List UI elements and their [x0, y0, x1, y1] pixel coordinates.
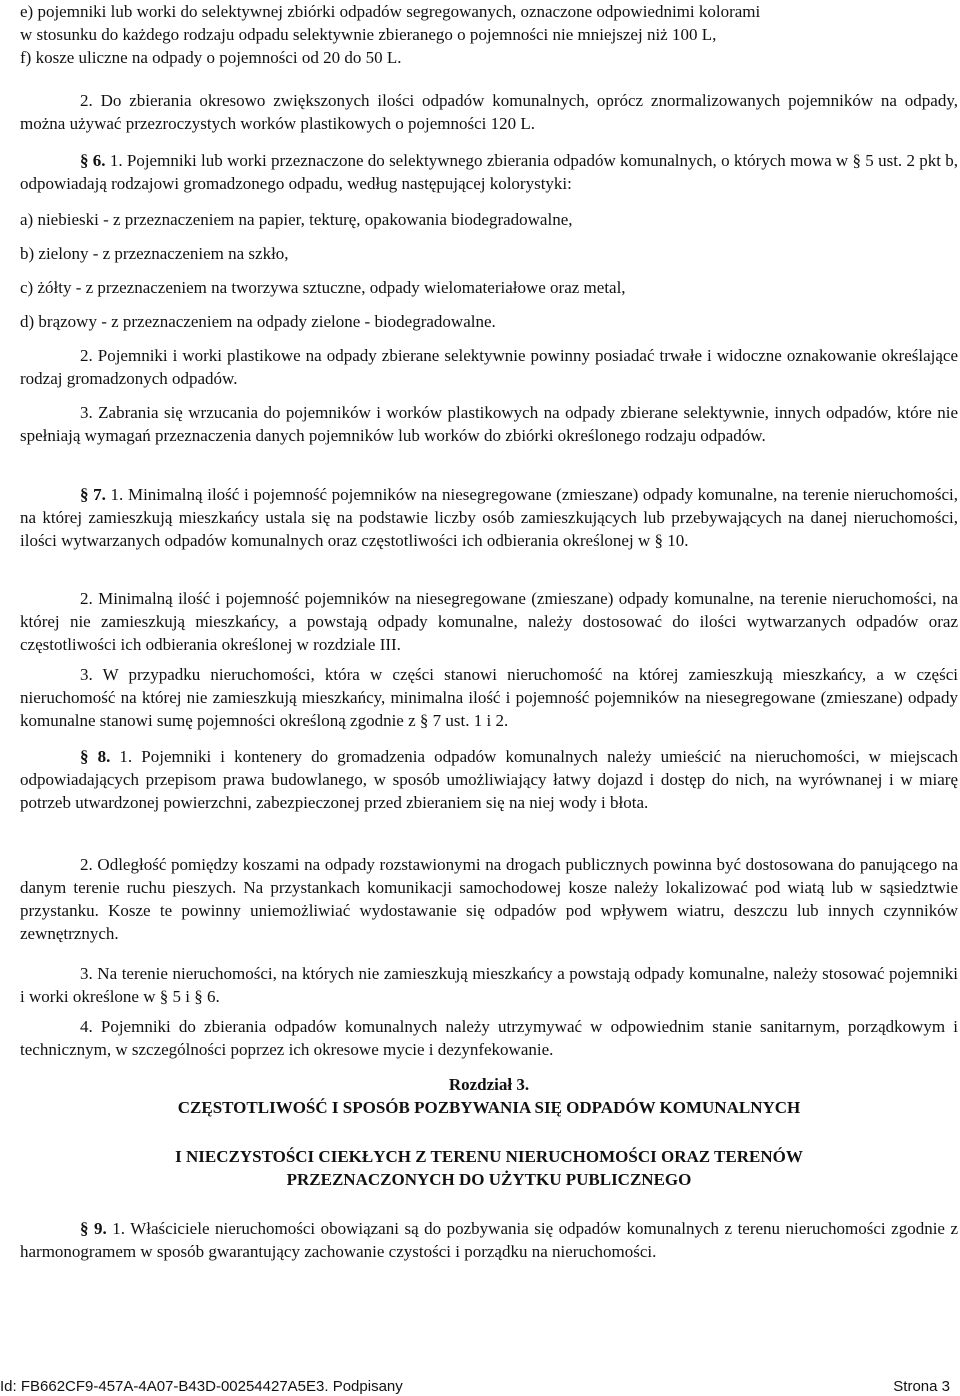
- item-e-line2-text: w stosunku do każdego rodzaju odpadu selektywnie zbieranego o pojemności nie mniejszej niż 100 L,: [20, 25, 717, 44]
- section-6-para-1: [20, 149, 958, 195]
- section-7-para-2: 2. Minimalną ilość i pojemność pojemników na niesegregowane (zmieszane) odpady komunalne, na terenie nieruchomości, na której nie zamieszkują mieszkańcy, a powstają odpady komunalne, należy dostosować do ilości wytwarzanych odpadów oraz częstotliwości ich odbierania określonej w rozdziale III.: [20, 589, 958, 654]
- paragraph-2: 2. Do zbierania okresowo zwiększonych ilości odpadów komunalnych, oprócz znormalizowanych pojemników na odpady, można używać przezroczystych worków plastikowych o pojemności 120 L.: [20, 91, 958, 133]
- section-7-para-3: 3. W przypadku nieruchomości, która w części stanowi nieruchomość na której zamieszkują mieszkańcy, a w części nieruchomość na której nie zamieszkują mieszkańcy, minimalna ilość i pojemność pojemników na niesegregowane (zmieszane) odpady komunalne stanowi sumę pojemności określoną zgodnie z § 7 ust. 1 i 2.: [20, 665, 958, 730]
- document-id: Id: FB662CF9-457A-4A07-B43D-00254427A5E3. Podpisany: [0, 1378, 403, 1395]
- page-number: Strona 3: [893, 1378, 950, 1395]
- section-7-para-1: [20, 483, 958, 552]
- item-e-line2: [20, 23, 958, 46]
- section-8-para-4: 4. Pojemniki do zbierania odpadów komunalnych należy utrzymywać w odpowiednim stanie sanitarnym, porządkowym i technicznym, w szczególności poprzez ich okresowe mycie i dezynfekowanie.: [20, 1017, 958, 1059]
- color-item-b: b) zielony - z przeznaczeniem na szkło,: [20, 244, 289, 263]
- color-item-d: d) brązowy - z przeznaczeniem na odpady zielone - biodegradowalne.: [20, 312, 496, 331]
- item-e-line1: e) pojemniki lub worki do selektywnej zbiórki odpadów segregowanych, oznaczone odpowiednimi kolorami: [20, 2, 761, 21]
- section-6-number: § 6.: [80, 151, 106, 170]
- section-9-para-1-text: 1. Właściciele nieruchomości obowiązani są do pozbywania się odpadów komunalnych z terenu nieruchomości zgodnie z harmonogramem w sposób gwarantujący zachowanie czystości i porządku na nieruchomości.: [20, 1219, 959, 1261]
- section-7-number: § 7.: [80, 485, 106, 504]
- section-9-number: § 9.: [80, 1219, 107, 1238]
- page-footer: [0, 1376, 958, 1396]
- section-6-para-3: 3. Zabrania się wrzucania do pojemników i worków plastikowych na odpady zbierane selektywnie, innych odpadów, które nie spełniają wymagań przeznaczenia danych pojemników lub worków do zbiórki określonego rodzaju odpadów.: [20, 403, 958, 445]
- section-8-para-2: 2. Odległość pomiędzy koszami na odpady rozstawionymi na drogach publicznych powinna być dostosowana do panującego na danym terenie ruchu pieszych. Na przystankach komunikacji samochodowej kosze należy lokalizować pod wiatą lub w sąsiedztwie przystanku. Kosze te powinny uniemożliwiać wydostawanie się odpadów pod wpływem wiatru, deszczu lub innych czynników zewnętrznych.: [20, 855, 958, 943]
- section-8-para-1-text: 1. Pojemniki i kontenery do gromadzenia odpadów komunalnych należy umieścić na nieruchomości, w miejscach odpowiadających przepisom prawa budowlanego, w sposób umożliwiający łatwy dojazd i dostęp do nich, na wyrównanej i w miarę potrzeb utwardzonej powierzchni, zabezpieczonej przed zbieraniem się na niej wody i błota.: [20, 747, 958, 812]
- section-9-para-1: [20, 1217, 958, 1263]
- item-f: f) kosze uliczne na odpady o pojemności od 20 do 50 L.: [20, 48, 402, 67]
- chapter-title-line2: I NIECZYSTOŚCI CIEKŁYCH Z TERENU NIERUCHOMOŚCI ORAZ TERENÓW PRZEZNACZONYCH DO UŻYTKU PUBLICZNEGO: [175, 1147, 803, 1189]
- chapter-label: Rozdział 3.: [448, 1075, 530, 1094]
- section-8-para-3: 3. Na terenie nieruchomości, na których nie zamieszkują mieszkańcy a powstają odpady komunalne, należy stosować pojemniki i worki określone w § 5 i § 6.: [20, 964, 958, 1006]
- section-6-para-1-text: 1. Pojemniki lub worki przeznaczone do selektywnego zbierania odpadów komunalnych, o których mowa w § 5 ust. 2 pkt b, odpowiadają rodzajowi gromadzonego odpadu, według następującej kolorystyki:: [20, 151, 958, 193]
- section-6-para-2: 2. Pojemniki i worki plastikowe na odpady zbierane selektywnie powinny posiadać trwałe i widoczne oznakowanie określające rodzaj gromadzonych odpadów.: [20, 346, 958, 388]
- chapter-title-line1: CZĘSTOTLIWOŚĆ I SPOSÓB POZBYWANIA SIĘ ODPADÓW KOMUNALNYCH: [177, 1098, 801, 1117]
- color-item-a: a) niebieski - z przeznaczeniem na papier, tekturę, opakowania biodegradowalne,: [20, 210, 573, 229]
- section-8-para-1: [20, 745, 958, 814]
- color-item-c: c) żółty - z przeznaczeniem na tworzywa sztuczne, odpady wielomateriałowe oraz metal,: [20, 278, 626, 297]
- section-8-number: § 8.: [80, 747, 111, 766]
- section-7-para-1-text: 1. Minimalną ilość i pojemność pojemników na niesegregowane (zmieszane) odpady komunalne, na terenie nieruchomości, na której zamieszkują mieszkańcy ustala się na podstawie liczby osób zamieszkujących lub przebywających na danej nieruchomości, ilości wytwarzanych odpadów komunalnych oraz częstotliwości ich odbierania określonej w § 10.: [20, 485, 958, 550]
